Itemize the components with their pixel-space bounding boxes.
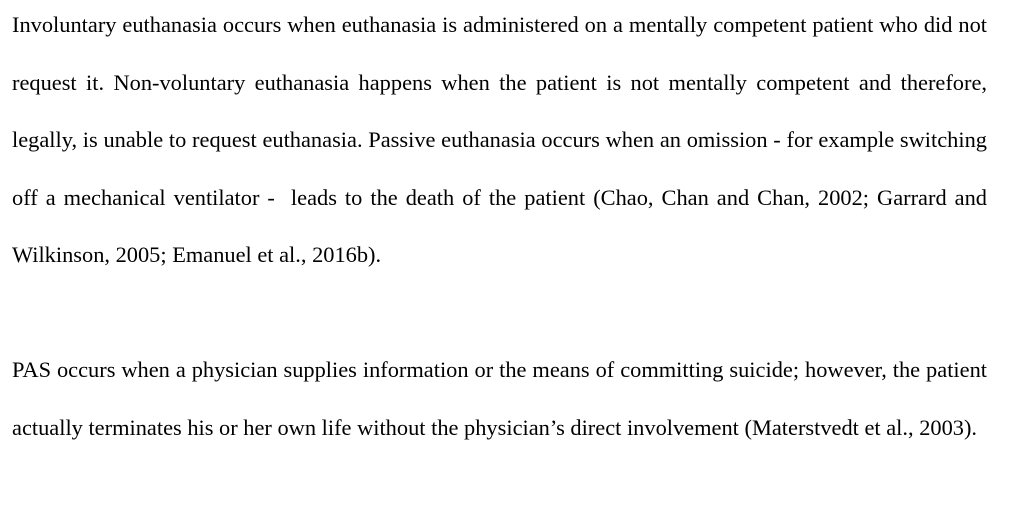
paragraph-euthanasia-definitions: Involuntary euthanasia occurs when euthanasia is administered on a mentally competent patient who did not request it. Non-voluntary euthanasia happens when the patient is not mentally competent and therefore, legally, is unable to request euthanasia. Passive euthanasia occurs when an omission - for example switching off a mechanical ventilator - leads to the death of the patient (Chao, Chan and Chan, 2002; Garrard and Wilkinson, 2005; Emanuel et al., 2016b).: [12, 12, 993, 268]
paragraph-pas-definition: PAS occurs when a physician supplies information or the means of committing suicide; however, the patient actually terminates his or her own life without the physician’s direct involvement (Materstvedt et al., 2003).: [12, 357, 993, 440]
